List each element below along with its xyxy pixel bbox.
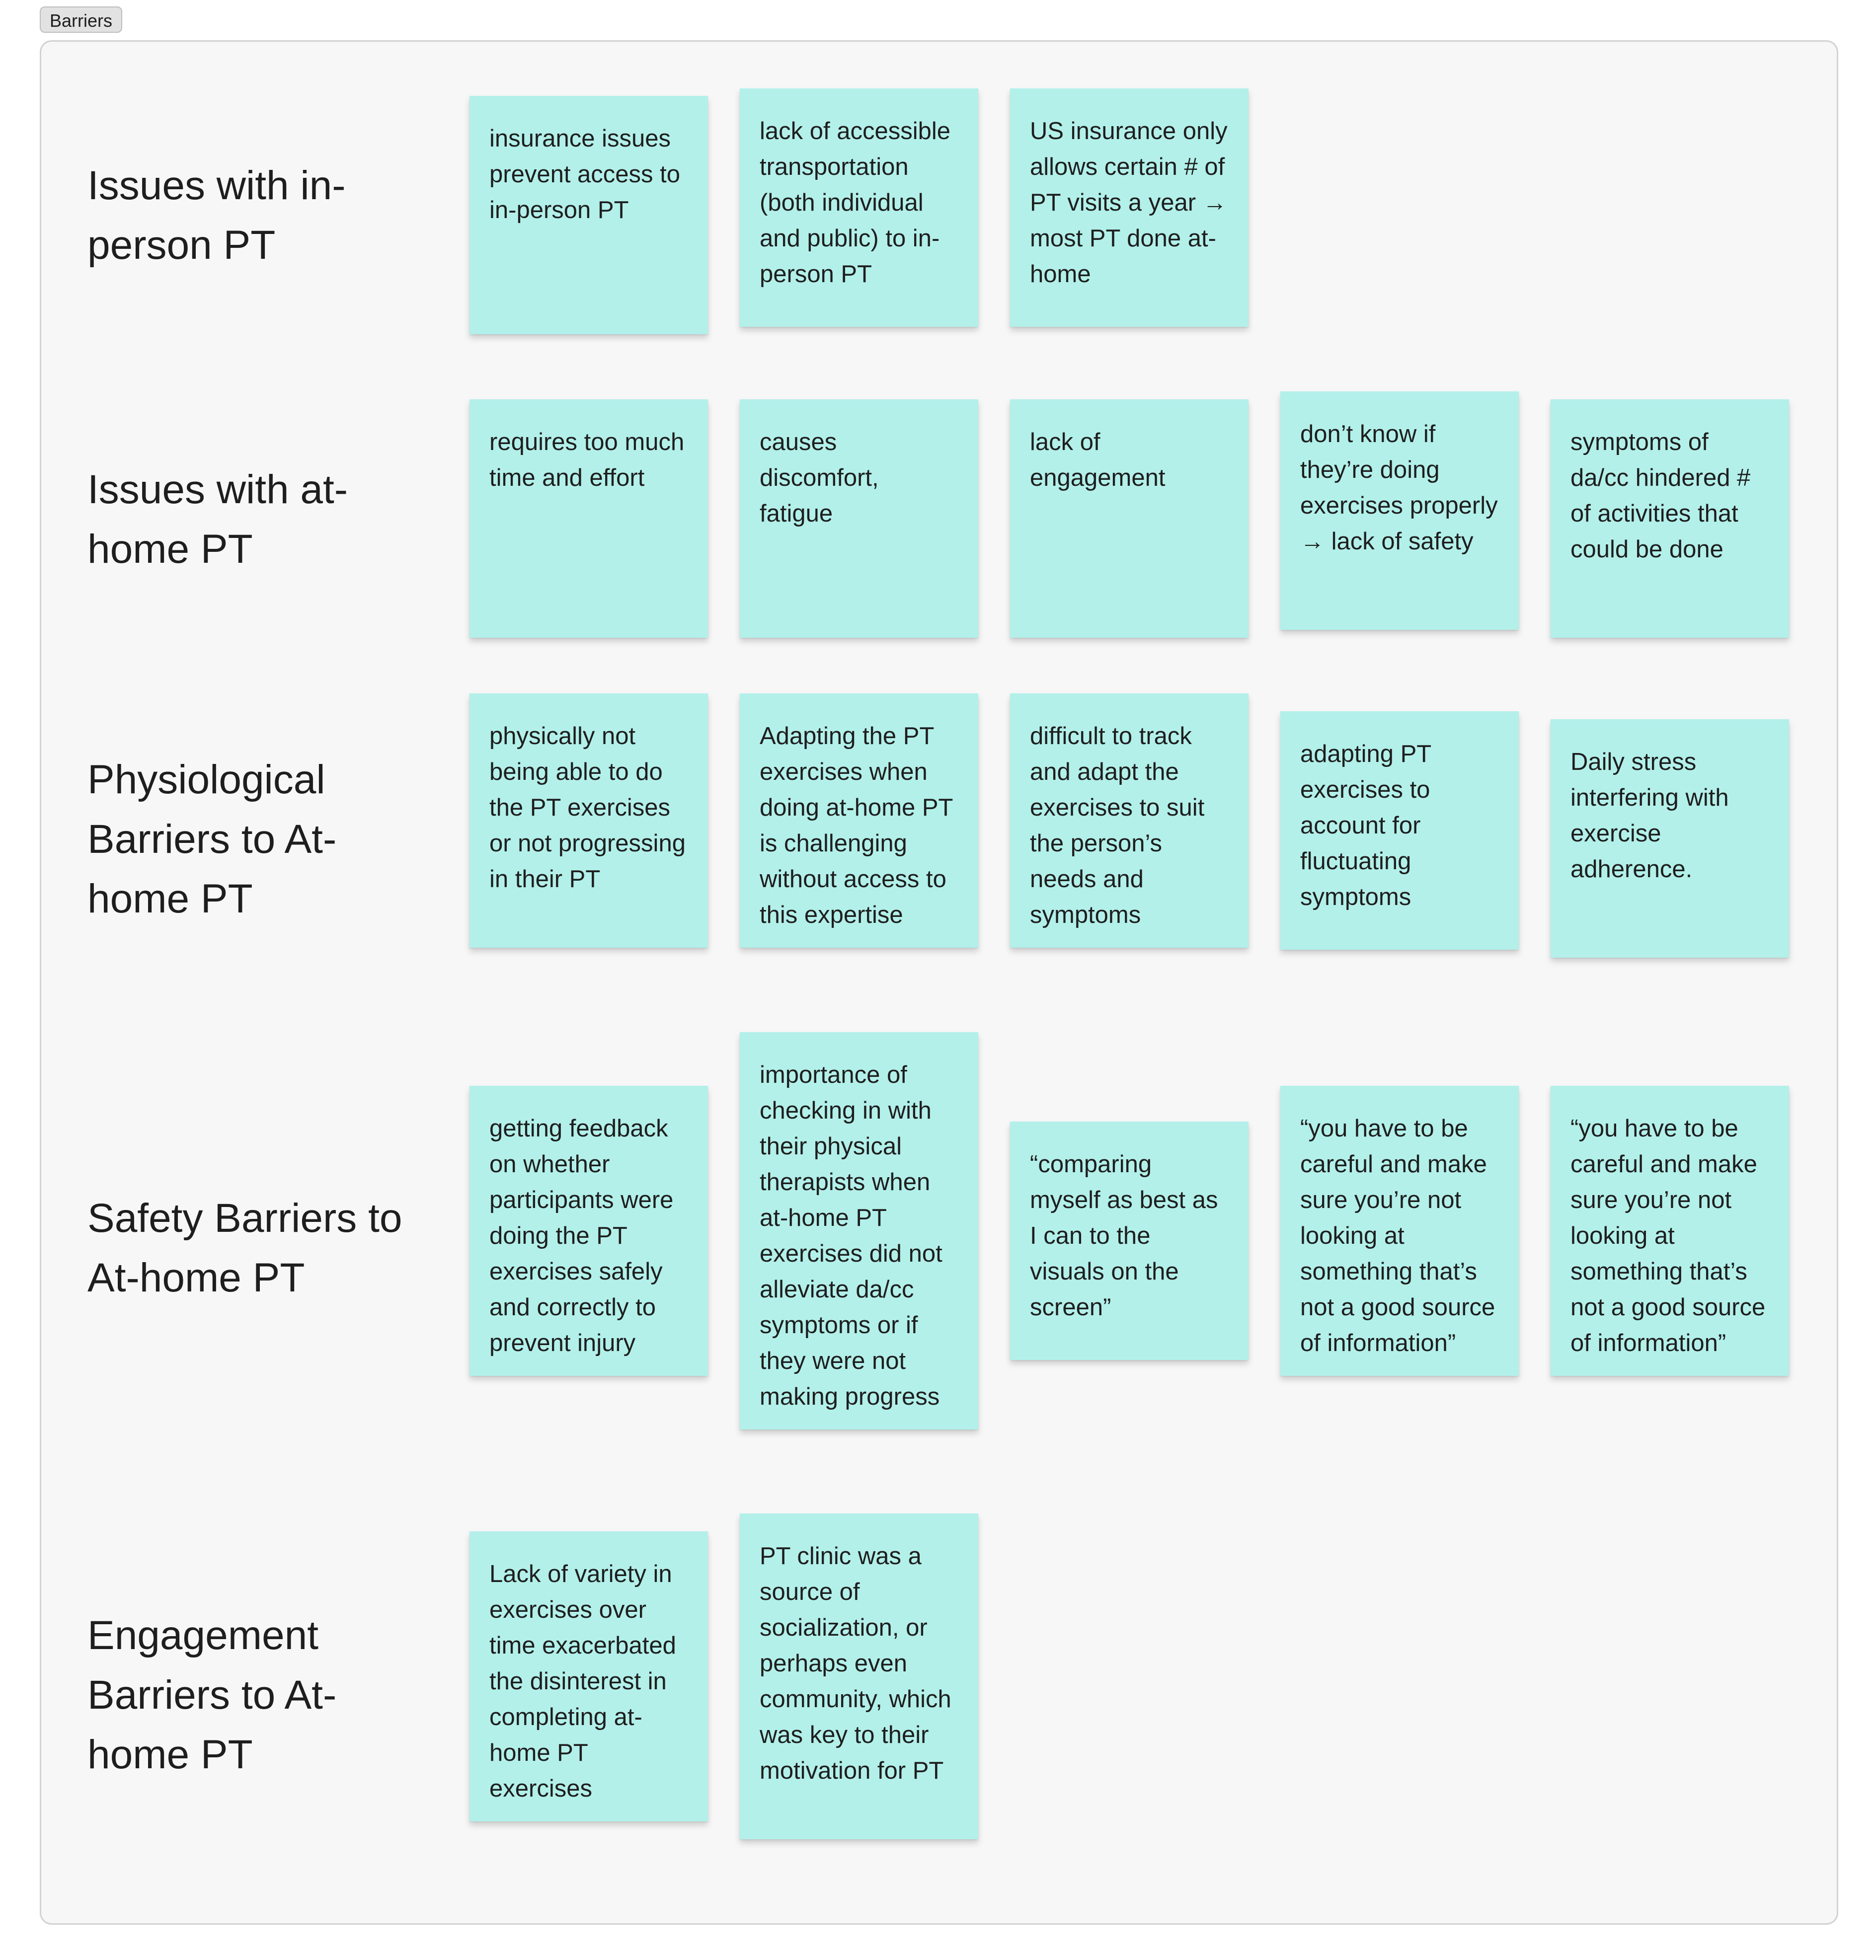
row-label-physiological[interactable]: Physiological Barriers to At-home PT (87, 757, 337, 921)
sticky-note[interactable]: PT clinic was a source of socialization, or perhaps even community, which was key to their motivation for PT (740, 1513, 978, 1839)
sticky-note[interactable]: don’t know if they’re doing exercises properly → lack of safety (1280, 391, 1519, 630)
sticky-note[interactable]: lack of accessible transportation (both individual and public) to in-person PT (740, 88, 978, 327)
sticky-note[interactable]: adapting PT exercises to account for fluctuating symptoms (1280, 711, 1519, 950)
sticky-note[interactable]: Adapting the PT exercises when doing at-home PT is challenging without access to this expertise (740, 693, 978, 948)
row-label-engagement[interactable]: Engagement Barriers to At-home PT (87, 1613, 337, 1777)
sticky-note[interactable]: US insurance only allows certain # of PT visits a year → most PT done at-home (1010, 88, 1249, 327)
sticky-note[interactable]: Daily stress interfering with exercise adherence. (1551, 719, 1789, 958)
sticky-note[interactable]: symptoms of da/cc hindered # of activities that could be done (1551, 399, 1789, 638)
sticky-note[interactable]: causes discomfort, fatigue (740, 399, 978, 638)
sticky-note[interactable]: physically not being able to do the PT exercises or not progressing in their PT (469, 693, 708, 948)
sticky-note[interactable]: “you have to be careful and make sure you’re not looking at something that’s not a good source of information” (1551, 1086, 1789, 1376)
sticky-note[interactable]: Lack of variety in exercises over time exacerbated the disinterest in completing at-home PT exercises (469, 1531, 708, 1821)
row-label-safety[interactable]: Safety Barriers to At-home PT (87, 1196, 402, 1300)
sticky-note[interactable]: “you have to be careful and make sure you’re not looking at something that’s not a good source of information” (1280, 1086, 1519, 1376)
sticky-note[interactable]: lack of engagement (1010, 399, 1249, 638)
section-title-tag[interactable]: Barriers (40, 6, 122, 33)
sticky-note[interactable]: difficult to track and adapt the exercises to suit the person’s needs and symptoms (1010, 693, 1249, 948)
sticky-note[interactable]: getting feedback on whether participants were doing the PT exercises safely and correctly to prevent injury (469, 1086, 708, 1376)
row-label-in-person[interactable]: Issues with in-person PT (87, 163, 346, 268)
sticky-note[interactable]: “comparing myself as best as I can to the visuals on the screen” (1010, 1122, 1249, 1360)
row-label-at-home[interactable]: Issues with at-home PT (87, 467, 348, 572)
sticky-note[interactable]: requires too much time and effort (469, 399, 708, 638)
sticky-note[interactable]: insurance issues prevent access to in-person PT (469, 96, 708, 334)
sticky-note[interactable]: importance of checking in with their physical therapists when at-home PT exercises did not alleviate da/cc symptoms or if they were not making progress (740, 1032, 978, 1430)
